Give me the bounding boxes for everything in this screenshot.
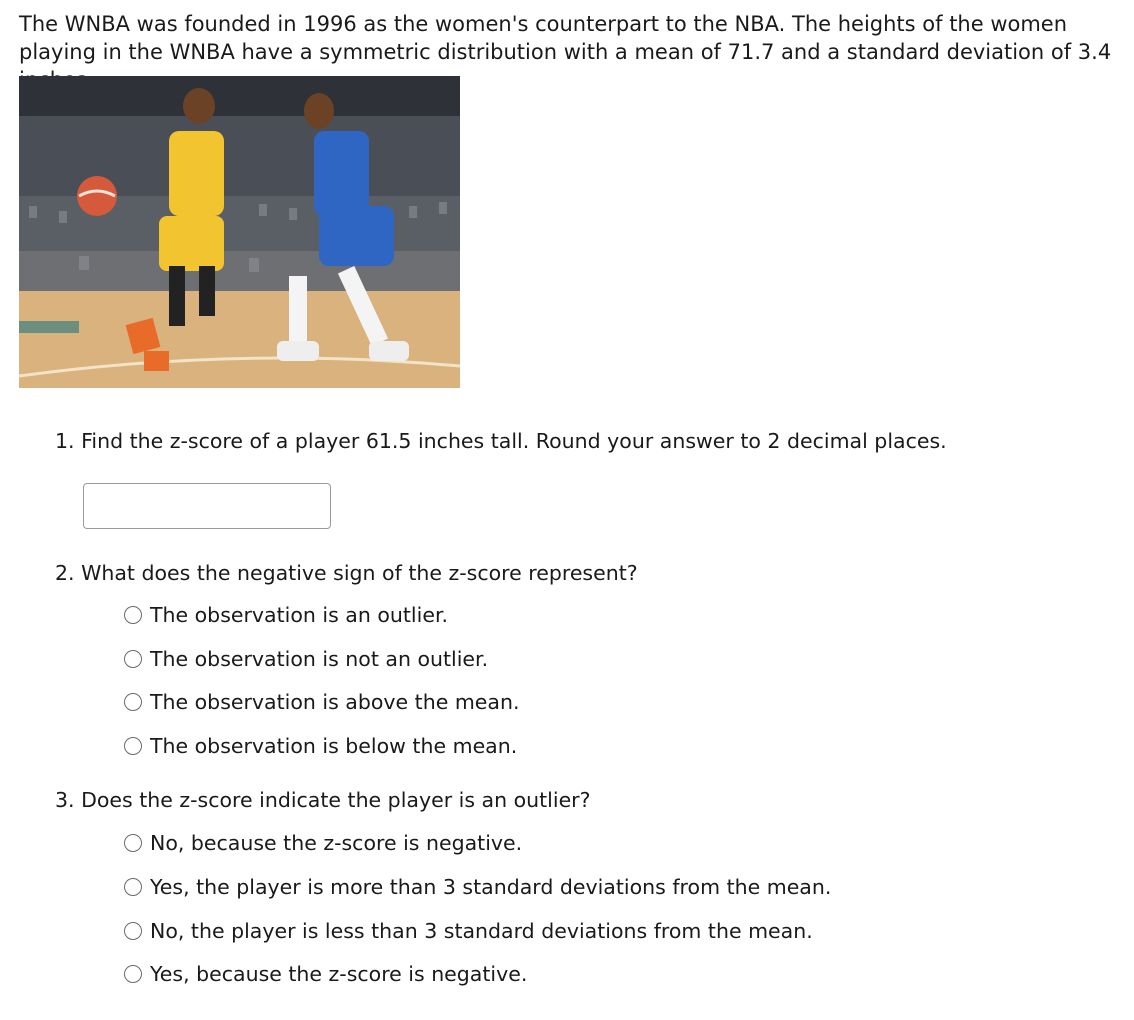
q2-option-above-mean[interactable] bbox=[124, 689, 519, 715]
radio-button[interactable] bbox=[124, 834, 142, 852]
q3-option-yes-more-than-3[interactable] bbox=[124, 874, 831, 900]
radio-button[interactable] bbox=[124, 922, 142, 940]
q3-option-yes-negative[interactable] bbox=[124, 961, 527, 987]
question-1-text: 1. Find the z-score of a player 61.5 inches tall. Round your answer to 2 decimal places. bbox=[55, 429, 947, 453]
q2-option-outlier[interactable] bbox=[124, 602, 448, 628]
option-label: The observation is an outlier. bbox=[150, 603, 449, 627]
radio-button[interactable] bbox=[124, 965, 142, 983]
radio-button[interactable] bbox=[124, 650, 142, 668]
question-3-text: 3. Does the z-score indicate the player is an outlier? bbox=[55, 788, 591, 812]
radio-button[interactable] bbox=[124, 878, 142, 896]
q2-option-not-outlier[interactable] bbox=[124, 646, 488, 672]
basketball-players-photo bbox=[19, 76, 460, 388]
z-score-input[interactable] bbox=[83, 483, 331, 529]
q3-option-no-less-than-3[interactable] bbox=[124, 918, 813, 944]
option-label: No, the player is less than 3 standard deviations from the mean. bbox=[150, 919, 813, 943]
radio-button[interactable] bbox=[124, 606, 142, 624]
q3-option-no-negative[interactable] bbox=[124, 830, 522, 856]
radio-button[interactable] bbox=[124, 737, 142, 755]
option-label: No, because the z-score is negative. bbox=[150, 831, 523, 855]
problem-intro: The WNBA was founded in 1996 as the women's counterpart to the NBA. The heights of the women playing in the WNBA have a symmetric distribution with a mean of 71.7 and a standard deviation of 3.4 bbox=[19, 12, 1112, 64]
option-label: Yes, the player is more than 3 standard deviations from the mean. bbox=[150, 875, 832, 899]
option-label: Yes, because the z-score is negative. bbox=[150, 962, 528, 986]
option-label: The observation is above the mean. bbox=[150, 690, 520, 714]
option-label: The observation is below the mean. bbox=[150, 734, 518, 758]
q2-option-below-mean[interactable] bbox=[124, 733, 517, 759]
radio-button[interactable] bbox=[124, 693, 142, 711]
option-label: The observation is not an outlier. bbox=[150, 647, 489, 671]
question-2-text: 2. What does the negative sign of the z-score represent? bbox=[55, 561, 638, 585]
